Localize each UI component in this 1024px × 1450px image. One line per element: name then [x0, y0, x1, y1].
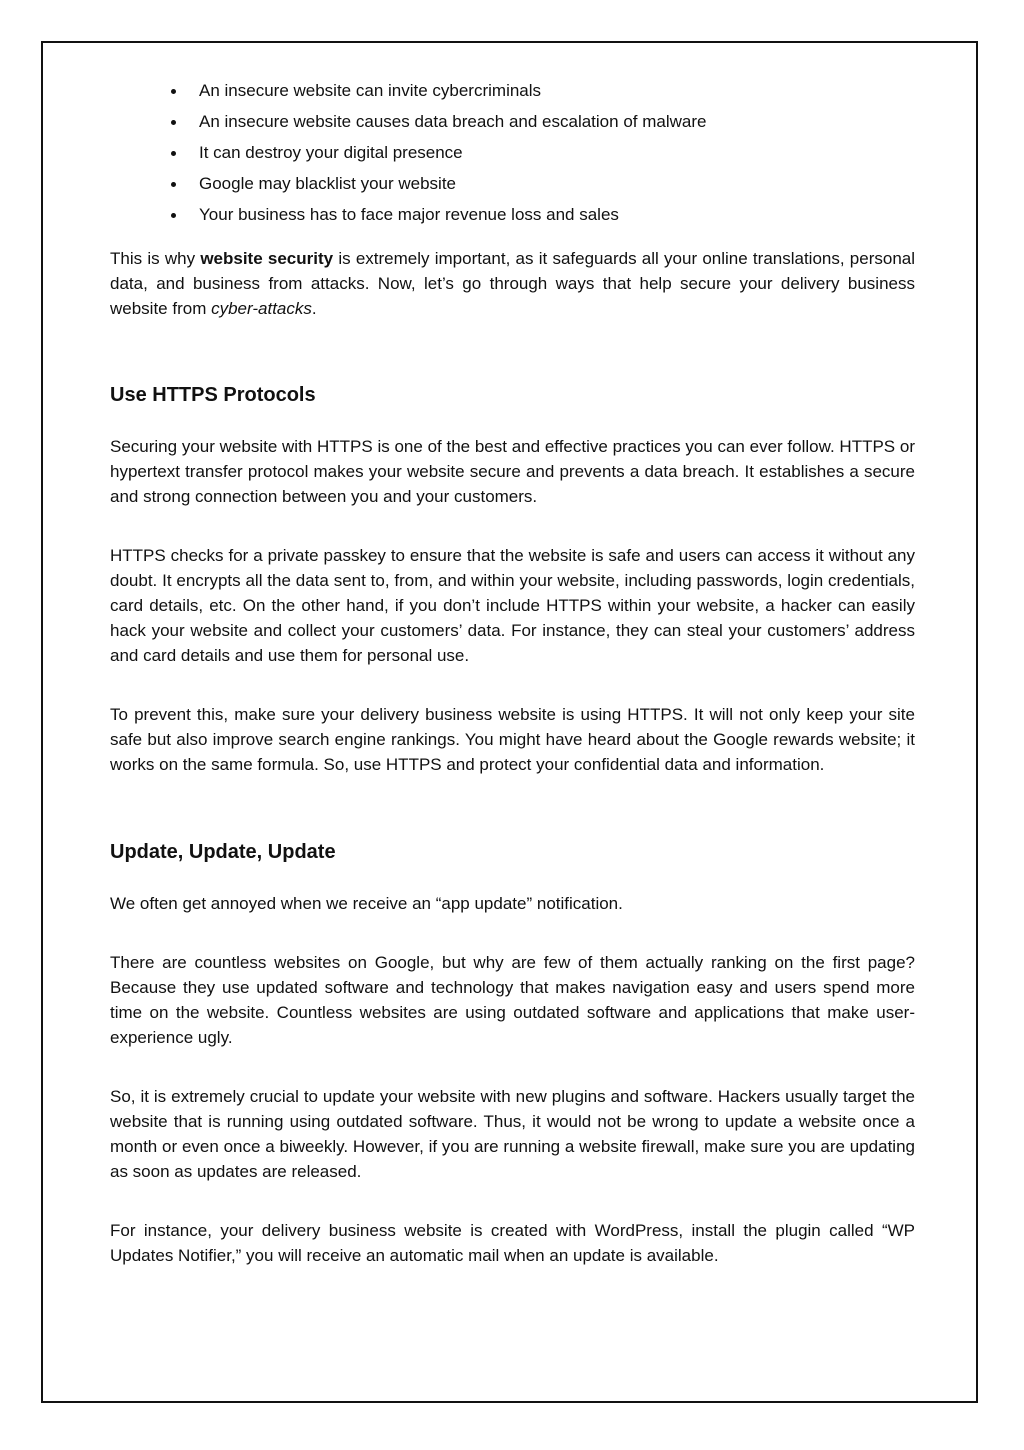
- bullet-item: [110, 78, 915, 109]
- intro-text-start: This is why: [110, 249, 201, 268]
- intro-text-end: .: [311, 299, 317, 318]
- bullet-text: It can destroy your digital presence: [199, 143, 463, 162]
- bullet-dot-icon: [171, 120, 176, 125]
- bullet-text: Your business has to face major revenue loss and sales: [199, 205, 619, 224]
- bullet-item: [110, 140, 915, 171]
- bullet-dot-icon: [171, 213, 176, 218]
- https-paragraph: To prevent this, make sure your delivery business website is using HTTPS. It will not only keep your site safe but also improve search engine rankings. You might have heard about the Google rewards website; it works on the same formula. So, use HTTPS and protect your confidential data and information.: [110, 705, 915, 774]
- heading-https: Use HTTPS Protocols: [110, 384, 316, 406]
- heading-update: Update, Update, Update: [110, 841, 336, 863]
- intro-bold-phrase: website security: [200, 249, 334, 268]
- intro-paragraph: [110, 246, 915, 321]
- update-paragraph: There are countless websites on Google, but why are few of them actually ranking on the first page? Because they use updated software and technology that makes navigation easy and users spend more time on the website. Countless websites are using outdated software and applications that make user-experience ugly.: [110, 953, 915, 1047]
- update-paragraph: We often get annoyed when we receive an “app update” notification.: [110, 894, 623, 913]
- bullet-text: An insecure website can invite cybercriminals: [199, 81, 542, 100]
- update-paragraph: So, it is extremely crucial to update your website with new plugins and software. Hackers usually target the website that is running using outdated software. Thus, it would not be wrong to update a website once a month or even once a biweekly. However, if you are running a website firewall, make sure you are updating as soon as updates are released.: [110, 1087, 915, 1181]
- intro-text-middle: is extremely important, as it safeguards all your online translations, personal data, and business from attacks. Now, let’s go through ways that help secure your delivery business website from: [110, 249, 916, 318]
- bullet-dot-icon: [171, 89, 176, 94]
- bullet-item: [110, 171, 915, 202]
- bullet-text: An insecure website causes data breach and escalation of malware: [199, 112, 707, 131]
- bullet-dot-icon: [171, 151, 176, 156]
- https-paragraph: HTTPS checks for a private passkey to ensure that the website is safe and users can access it without any doubt. It encrypts all the data sent to, from, and within your website, including passwords, login credentials, card details, etc. On the other hand, if you don’t include HTTPS within your website, a hacker can easily hack your website and collect your customers’ data. For instance, they can steal your customers’ address and card details and use them for personal use.: [110, 546, 915, 665]
- document-body: [110, 78, 915, 1268]
- bullet-text: Google may blacklist your website: [199, 174, 457, 193]
- https-paragraph: Securing your website with HTTPS is one of the best and effective practices you can ever follow. HTTPS or hypertext transfer protocol makes your website secure and prevents a data breach. It establishes a secure and strong connection between you and your customers.: [110, 437, 915, 506]
- bullet-dot-icon: [171, 182, 176, 187]
- update-paragraph: For instance, your delivery business website is created with WordPress, install the plugin called “WP Updates Notifier,” you will receive an automatic mail when an update is available.: [110, 1221, 915, 1265]
- intro-italic-phrase: cyber-attacks: [211, 299, 312, 318]
- bullet-item: [110, 202, 915, 233]
- bullet-item: [110, 109, 915, 140]
- risk-bullet-list: [110, 78, 915, 233]
